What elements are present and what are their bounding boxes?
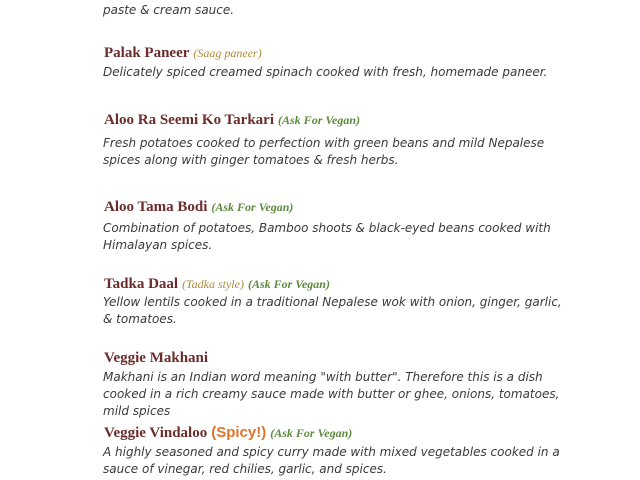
dish-description: Delicately spiced creamed spinach cooked with fresh, homemade paneer.: [103, 65, 548, 79]
dish-title-line: [104, 111, 360, 129]
dish-name: Tadka Daal: [104, 276, 179, 292]
dish-name: Palak Paneer: [104, 45, 190, 61]
dish-description: A highly seasoned and spicy curry made with mixed vegetables cooked in a sauce of vinegar, red chilies, garlic, and spices.: [103, 445, 560, 476]
dish-name: Aloo Tama Bodi: [104, 199, 208, 215]
vegan-note: (Ask For Vegan): [270, 426, 353, 440]
dish-title-line: [104, 349, 208, 367]
vegan-note: (Ask For Vegan): [211, 200, 294, 214]
dish-description: Combination of potatoes, Bamboo shoots & black-eyed beans cooked with Himalayan spices.: [103, 221, 551, 252]
dish-name: Aloo Ra Seemi Ko Tarkari: [104, 112, 275, 128]
dish-title-line: [104, 198, 293, 216]
vegan-note: (Ask For Vegan): [247, 277, 330, 291]
dish-title-line: [104, 44, 262, 62]
dish-description: Fresh potatoes cooked to perfection with green beans and mild Nepalese spices along with ginger tomatoes & fresh herbs.: [103, 136, 545, 167]
dish-description: Yellow lentils cooked in a traditional Nepalese wok with onion, ginger, garlic, & tomatoes.: [103, 295, 562, 326]
spicy-label: (Spicy!): [211, 424, 267, 441]
dish-description: Makhani is an Indian word meaning "with butter". Therefore this is a dish cooked in a rich creamy sauce made with butter or ghee, onions, tomatoes, mild spices: [103, 370, 560, 418]
dish-alt-name: (Saag paneer): [193, 46, 262, 60]
dish-description: paste & cream sauce.: [103, 3, 235, 17]
dish-alt-name: (Tadka style): [182, 277, 244, 291]
dish-name: Veggie Vindaloo: [104, 425, 208, 441]
dish-title-line: [104, 424, 352, 442]
vegan-note: (Ask For Vegan): [278, 113, 361, 127]
dish-title-line: [104, 275, 330, 293]
dish-name: Veggie Makhani: [104, 350, 209, 366]
